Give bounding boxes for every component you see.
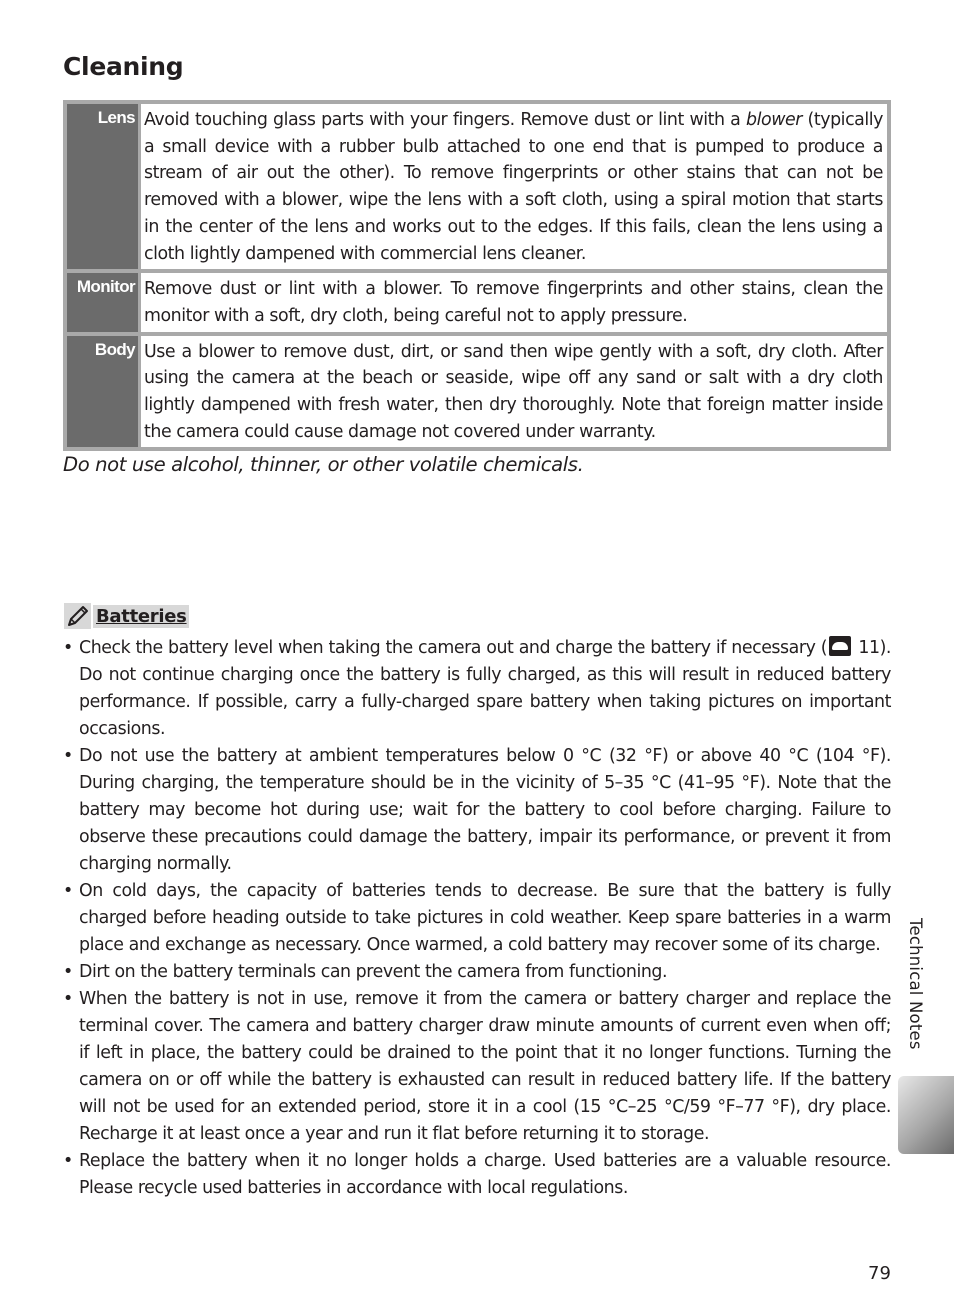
row-label-monitor: Monitor: [65, 273, 140, 331]
item-ref-page: 11).: [853, 638, 891, 658]
list-item: [63, 635, 891, 743]
item-text: On cold days, the capacity of batteries tends to decrease. Be sure that the battery is fully charged before heading outside to take pictures in cold weather. Keep spare batteries in a warm place and exchange as necessary. Once warmed, a cold battery may recover some of its charge.: [79, 881, 891, 955]
pencil-icon: [64, 603, 91, 629]
side-tab-label: Technical Notes: [906, 918, 925, 1050]
battery-tips-list: [63, 635, 891, 1202]
bullet: •: [63, 746, 73, 766]
page-number: 79: [868, 1263, 891, 1284]
cleaning-table: [63, 100, 891, 451]
bullet: •: [63, 962, 73, 982]
lens-text-part1: Avoid touching glass parts with your fingers. Remove dust or lint with a: [144, 110, 747, 130]
cleaning-row-lens: [65, 102, 889, 269]
bullet: •: [63, 881, 73, 901]
reference-icon: [829, 636, 851, 656]
cleaning-row-body: [65, 336, 889, 450]
item-text: Do not continue charging once the battery is fully charged, as this will result in reduced battery performance. If possible, carry a fully-charged spare battery when taking pictures on important occasions.: [79, 665, 891, 739]
lens-text-part2: (typically a small device with a rubber bulb attached to one end that is pumped to produce a stream of air out the other). To remove fingerprints or other stains that can not be removed with a blower, wipe the lens with a soft cloth, using a spiral motion that starts in the center of the lens and works out to the edges. If this fails, clean the lens using a cloth lightly dampened with commercial lens cleaner.: [144, 110, 883, 264]
side-tab-marker: [898, 1076, 954, 1154]
bullet: •: [63, 1151, 73, 1171]
batteries-heading: [64, 603, 189, 629]
page-title: Cleaning: [63, 52, 184, 81]
warning-note: Do not use alcohol, thinner, or other volatile chemicals.: [63, 453, 584, 476]
list-item: [63, 959, 891, 986]
row-label-lens: Lens: [65, 102, 140, 269]
lens-text-emphasis: blower: [746, 110, 802, 130]
list-item: [63, 986, 891, 1148]
row-label-body: Body: [65, 336, 140, 450]
row-text-body: Use a blower to remove dust, dirt, or sand then wipe gently with a soft, dry cloth. After using the camera at the beach or seaside, wipe off any sand or salt with a dry cloth lightly dampened with fresh water, then dry thoroughly. Note that foreign matter inside the camera could cause damage not covered under warranty.: [140, 336, 890, 450]
item-text: When the battery is not in use, remove it from the camera or battery charger and replace the terminal cover. The camera and battery charger draw minute amounts of current even when off; if left in place, the battery could be drained to the point that it no longer functions. Turning the camera on or off while the battery is exhausted can result in reduced battery life. If the battery will not be used for an extended period, store it in a cool (15 °C–25 °C/59 °F–77 °F), dry place. Recharge it at least once a year and run it flat before returning it to storage.: [79, 989, 891, 1144]
item-text: Do not use the battery at ambient temperatures below 0 °C (32 °F) or above 40 °C (104 °F). During charging, the temperature should be in the vicinity of 5–35 °C (41–95 °F). Note that the battery may become hot during use; wait for the battery to cool before charging. Failure to observe these precautions could damage the battery, impair its performance, or prevent it from charging normally.: [79, 746, 891, 874]
item-text: Dirt on the battery terminals can prevent the camera from functioning.: [79, 962, 668, 982]
item-text: Replace the battery when it no longer holds a charge. Used batteries are a valuable resource. Please recycle used batteries in accordance with local regulations.: [79, 1151, 891, 1198]
row-text-lens: [140, 102, 890, 269]
batteries-title: Batteries: [93, 605, 189, 628]
bullet: •: [63, 638, 73, 658]
list-item: [63, 1148, 891, 1202]
cleaning-row-monitor: [65, 273, 889, 331]
row-text-monitor: Remove dust or lint with a blower. To remove fingerprints and other stains, clean the monitor with a soft, dry cloth, being careful not to apply pressure.: [140, 273, 890, 331]
list-item: [63, 878, 891, 959]
bullet: •: [63, 989, 73, 1009]
item-text: Check the battery level when taking the camera out and charge the battery if necessary (: [79, 638, 828, 658]
list-item: [63, 743, 891, 878]
